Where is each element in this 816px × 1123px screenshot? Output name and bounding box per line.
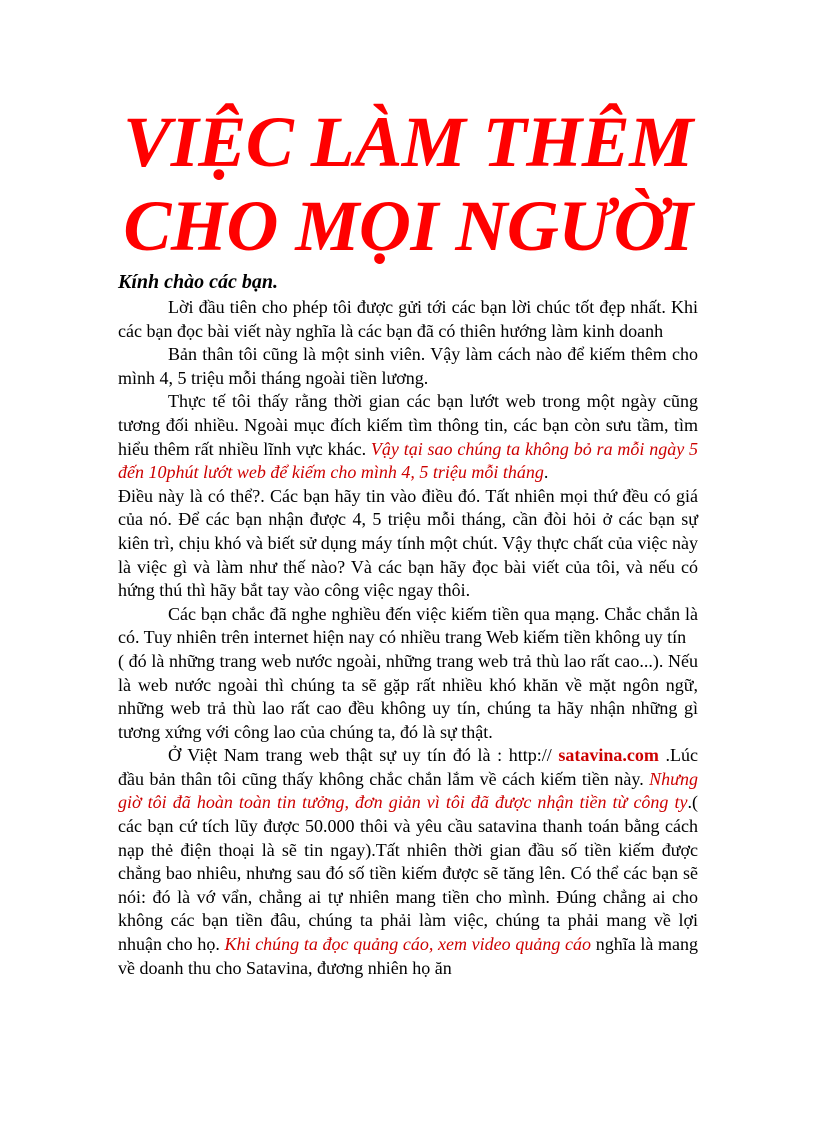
paragraph-foreign-sites: ( đó là những trang web nước ngoài, những trang web trả thù lao rất cao...). Nếu là web nước ngoài thì chúng ta sẽ gặp rất nhiều khó khăn về mặt ngôn ngữ, những web trả thù lao rất cao đều không uy tín, chúng ta hãy nhận những gì tương xứng với công lao của chúng ta, đó là sự thật. [118,650,698,742]
paragraph-intro: Lời đầu tiên cho phép tôi được gửi tới các bạn lời chúc tốt đẹp nhất. Khi các bạn đọc bài viết này nghĩa là các bạn đã có thiên hướng làm kinh doanh [118,297,698,341]
paragraph-satavina-end: nghĩa là mang về doanh thu cho Satavina, đương nhiên họ ăn [118,934,699,978]
title-line-1: VIỆC LÀM THÊM [123,102,693,182]
document-title [118,100,698,268]
paragraph-possible: Điều này là có thể?. Các bạn hãy tin vào điều đó. Tất nhiên mọi thứ đều có giá của nó. Để các bạn nhận được 4, 5 triệu mỗi tháng, cần đòi hỏi ở các bạn sự kiên trì, chịu khó và biết sử dụng máy tính một chút. Vậy thực chất của việc này là việc gì và làm như thế nào? Và các bạn hãy đọc bài viết của tôi, và nếu có hứng thú thì hãy bắt tay vào công việc ngay thôi. [118,485,698,601]
document-page [118,100,698,980]
greeting: Kính chào các bạn. [118,271,279,293]
satavina-link[interactable]: satavina.com [558,745,659,766]
paragraph-web-time-end: . [543,462,549,483]
title-line-2: CHO MỌI NGƯỜI [123,186,693,266]
highlight-trust: Nhưng giờ tôi đã hoàn toàn tin tưởng, đơn giản vì tôi đã được nhận tiền từ công ty [118,768,698,813]
paragraph-student: Bản thân tôi cũng là một sinh viên. Vậy làm cách nào để kiếm thêm cho mình 4, 5 triệu mỗi tháng ngoài tiền lương. [118,344,698,388]
paragraph-satavina [118,744,698,980]
paragraph-satavina-intro: Ở Việt Nam trang web thật sự uy tín đó là : http:// [168,745,559,766]
paragraph-online-earning: Các bạn chắc đã nghe nghiều đến việc kiếm tiền qua mạng. Chắc chắn là có. Tuy nhiên trên internet hiện nay có nhiều trang Web kiếm tiền không uy tín [118,603,698,648]
paragraph-web-time [118,390,698,484]
highlight-question: Vậy tại sao chúng ta không bỏ ra mỗi ngày 5 đến 10phút lướt web để kiếm cho mình 4, 5 triệu mỗi tháng [118,438,698,483]
paragraph-satavina-doubt: .Lúc đầu bản thân tôi cũng thấy không chắc chắn lắm về cách kiếm tiền này. [118,745,699,789]
paragraph-web-time-text: Thực tế tôi thấy rằng thời gian các bạn lướt web trong một ngày cũng tương đối nhiều. Ngoài mục đích kiếm tìm thông tin, các bạn còn sưu tầm, tìm hiểu thêm rất nhiều lĩnh vực khác. [118,391,698,459]
highlight-ads: Khi chúng ta đọc quảng cáo, xem video quảng cáo [224,934,592,955]
document-body [118,296,698,980]
paragraph-satavina-body: .( các bạn cứ tích lũy được 50.000 thôi và yêu cầu satavina thanh toán bằng cách nạp thẻ điện thoại là sẽ tin ngay).Tất nhiên thời gian đầu số tiền kiếm được chẳng bao nhiêu, nhưng sau đó số tiền kiếm được sẽ tăng lên. Có thể các bạn sẽ nói: đó là vớ vẩn, chẳng ai tự nhiên mang tiền cho mình. Đúng chẳng ai cho không các bạn tiền đâu, chúng ta phải làm việc, chúng ta phải mang về lợi nhuận cho họ. [118,792,698,955]
